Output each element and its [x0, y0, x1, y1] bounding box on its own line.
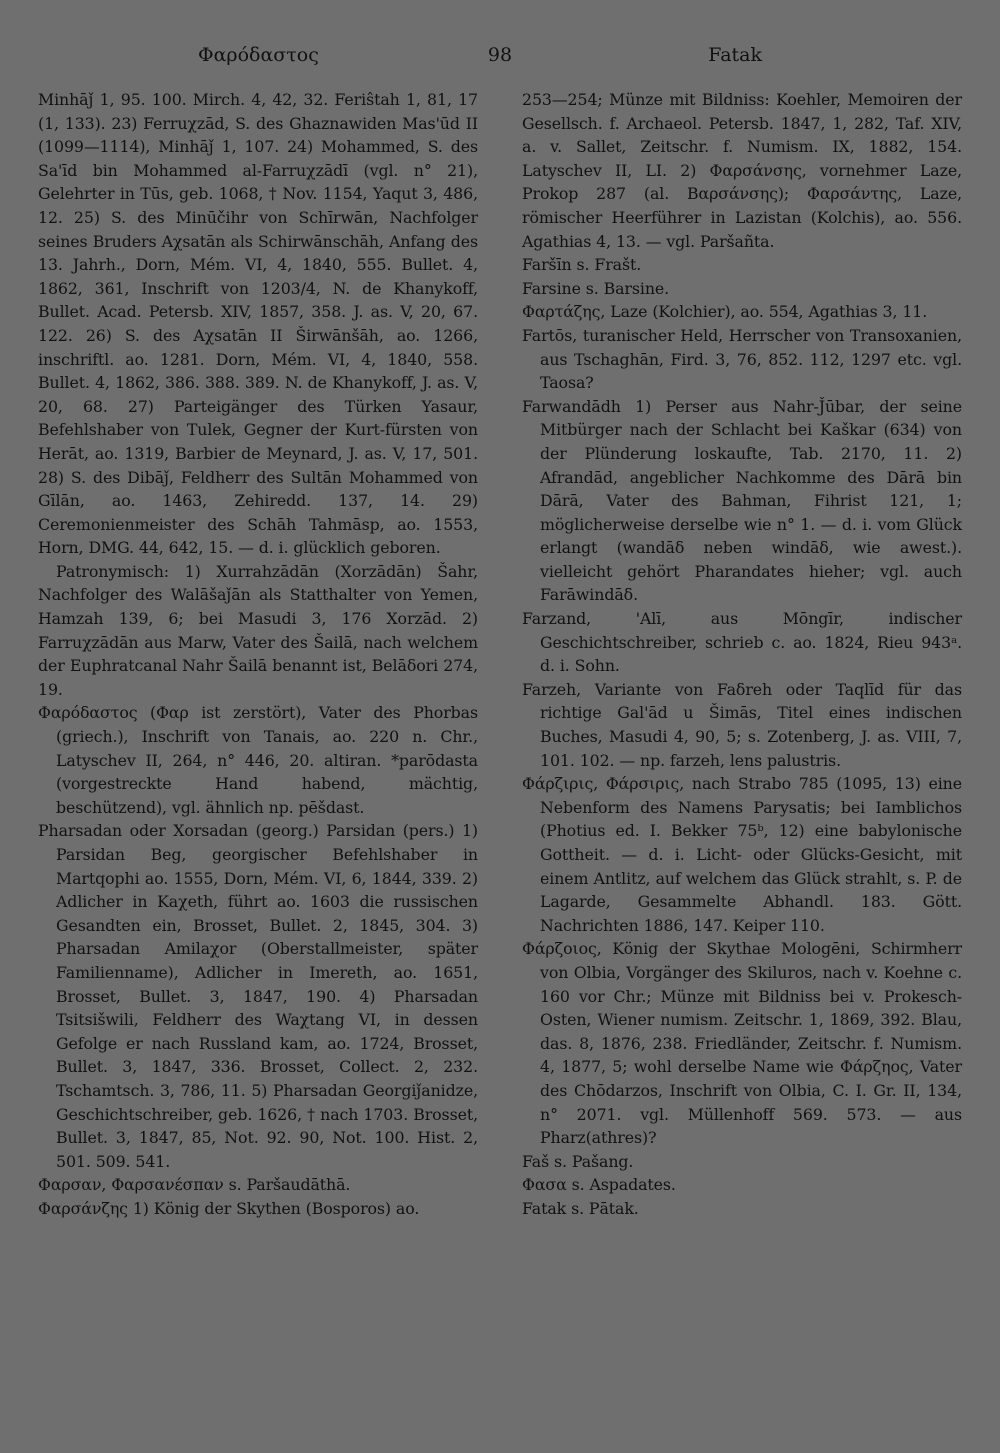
entry-phasa: Φασα s. Aspadates.: [522, 1175, 676, 1195]
entry-farzand: Farzand, 'Alī, aus Mōngīr, indischer Geschichtschreiber, schrieb c. ao. 1824, Rieu 943ᵃ. d. i. Sohn.: [522, 609, 962, 676]
entry-pharzoios: Φάρζοιος, König der Skythae Mologēni, Schirmherr von Olbia, Vorgänger des Skiluros, nach v. Koehne c. 160 vor Chr.; Münze mit Bildniss bei v. Prokesch-Osten, Wiener numism. Zeitschr. 1, 1869, 392. Blau, das. 8, 1876, 238. Friedländer, Zeitschr. f. Numism. 4, 1877, 5; wohl derselbe Name wie Φάρζηος, Vater des Chōdarzos, Inschrift von Olbia, C. I. Gr. II, 134, n° 2071. vgl. Müllenhoff 569. 573. — aus Pharz(athres)?: [522, 939, 962, 1148]
entry-farzeh: Farzeh, Variante von Faδreh oder Taqlīd für das richtige Gal'ād u Šimās, Titel eines indischen Buches, Masudi 4, 90, 5; s. Zotenberg, J. as. VIII, 7, 101. 102. — np. farzeh, lens palustris.: [522, 679, 962, 770]
entry-fartos: Fartōs, turanischer Held, Herrscher von Transoxanien, aus Tschaghān, Fird. 3, 76, 852. 112, 1297 etc. vgl. Taosa?: [522, 325, 962, 393]
entry-pharsanzes-continued: 253—254; Münze mit Bildniss: Koehler, Memoiren der Gesellsch. f. Archaeol. Petersb. 1847, 1, 282, Taf. XIV, a. v. Sallet, Zeitschr. f. Numism. IX, 1882, 154. Latyschev II, LI. 2) Φαρσάνσης, vornehmer Laze, Prokop 287 (al. Βαρσάνσης); Φαρσάντης, Laze, römischer Heerführer in Lazistan (Kolchis), ao. 556. Agathias 4, 13. — vgl. Paršañta.: [522, 90, 962, 251]
entry-pharsan: Φαρσαν, Φαρσανέσπαν s. Paršaudāthā.: [38, 1175, 351, 1195]
running-head: [38, 44, 962, 74]
entry-fatak: Fatak s. Pātak.: [522, 1198, 639, 1218]
entry-fas: Faš s. Pašang.: [522, 1151, 634, 1171]
entry-patronymisch: Patronymisch: 1) Xurrahzādān (Xorzādān) Šahr, Nachfolger des Walāšaǰān als Statthalter von Yemen, Hamzah 139, 6; bei Masudi 3, 176 Xorzād. 2) Farruχzādān aus Marw, Vater des Šailā, nach welchem der Euphratcanal Nahr Šailā benannt ist, Belāδori 274, 19.: [38, 561, 478, 699]
page-number: 98: [487, 44, 513, 66]
right-column: [522, 88, 962, 1221]
entry-farsin: Faršīn s. Frašt.: [522, 255, 642, 275]
entry-phartazes: Φαρτάζης, Laze (Kolchier), ao. 554, Agathias 3, 11.: [522, 302, 928, 322]
left-column: [38, 88, 478, 1221]
entry-pharsadan: Pharsadan oder Xorsadan (georg.) Parsidan (pers.) 1) Parsidan Beg, georgischer Befehlshaber in Martqophi ao. 1555, Dorn, Mém. VI, 6, 1844, 339. 2) Adlicher in Kaχeth, führt ao. 1603 die russischen Gesandten ein, Brosset, Bullet. 2, 1845, 304. 3) Pharsadan Amilaχor (Oberstallmeister, später Familienname), Adlicher in Imereth, ao. 1651, Brosset, Bullet. 3, 1847, 190. 4) Pharsadan Tsitsišwili, Feldherr des Waχtang VI, in dessen Gefolge er nach Russland kam, ao. 1724, Brosset, Bullet. 3, 1847, 336. Brosset, Collect. 2, 232. Tschamtsch. 3, 786, 11. 5) Pharsadan Georgiǰanidze, Geschichtschreiber, geb. 1626, † nach 1703. Brosset, Bullet. 3, 1847, 85, Not. 92. 90, Not. 100. Hist. 2, 501. 509. 541.: [38, 821, 478, 1171]
entry-pharodastos: Φαρόδαστος (Φαρ ist zerstört), Vater des Phorbas (griech.), Inschrift von Tanais, ao. 220 n. Chr., Latyschev II, 264, n° 446, 20. altiran. *parōdasta (vorgestreckte Hand habend, mächtig, beschützend), vgl. ähnlich np. pēšdast.: [38, 703, 478, 817]
entry-farsine: Farsine s. Barsine.: [522, 278, 670, 298]
running-head-right: Fatak: [708, 44, 762, 66]
running-head-left: Φαρόδαστος: [198, 44, 319, 66]
entry-farruxzad-continued: Minhāǰ 1, 95. 100. Mirch. 4, 42, 32. Feriŝtah 1, 81, 17 (1, 133). 23) Ferruχzād, S. des Ghaznawiden Mas'ūd II (1099—1114), Minhāǰ 1, 107. 24) Mohammed, S. des Sa'īd bin Mohammed al-Farruχzādī (vgl. n° 21), Gelehrter in Tūs, geb. 1068, † Nov. 1154, Yaqut 3, 486, 12. 25) S. des Minūčihr von Schīrwān, Nachfolger seines Bruders Aχsatān als Schirwānschāh, Anfang des 13. Jahrh., Dorn, Mém. VI, 4, 1840, 555. Bullet. 4, 1862, 361, Inschrift von 1203/4, N. de Khanykoff, Bullet. Acad. Petersb. XIV, 1857, 358. J. as. V, 20, 67. 122. 26) S. des Aχsatān II Širwānšāh, ao. 1266, inschriftl. ao. 1281. Dorn, Mém. VI, 4, 1840, 558. Bullet. 4, 1862, 386. 388. 389. N. de Khanykoff, J. as. V, 20, 68. 27) Parteigänger des Türken Yasaur, Befehlshaber von Tulek, Gegner der Kurt-fürsten von Herāt, ao. 1319, Barbier de Meynard, J. as. V, 17, 501. 28) S. des Dibāǰ, Feldherr des Sultān Mohammed von Gīlān, ao. 1463, Zehiredd. 137, 14. 29) Ceremonienmeister des Schāh Tahmāsp, ao. 1553, Horn, DMG. 44, 642, 15. — d. i. glücklich geboren.: [38, 90, 478, 558]
entry-pharsanzes: Φαρσάνζης 1) König der Skythen (Bosporos) ao.: [38, 1198, 420, 1218]
entry-farwandadh: Farwandādh 1) Perser aus Nahr-J̌ūbar, der seine Mitbürger nach der Schlacht bei Kaškar (634) von der Plünderung loskaufte, Tab. 2170, 11. 2) Afrandād, angeblicher Nachkomme des Dārā bin Dārā, Vater des Bahman, Fihrist 121, 1; möglicherweise derselbe wie n° 1. — d. i. vom Glück erlangt (wandāδ neben windāδ, wie awest.). vielleicht gehört Pharandates hieher; vgl. auch Farāwindāδ.: [522, 396, 962, 605]
entry-pharziris: Φάρζιρις, Φάρσιρις, nach Strabo 785 (1095, 13) eine Nebenform des Namens Parysatis; bei Iamblichos (Photius ed. I. Bekker 75ᵇ, 12) eine babylonische Gottheit. — d. i. Licht- oder Glücks-Gesicht, mit einem Antlitz, auf welchem das Glück strahlt, s. P. de Lagarde, Gesammelte Abhandl. 183. Gött. Nachrichten 1886, 147. Keiper 110.: [522, 774, 962, 935]
